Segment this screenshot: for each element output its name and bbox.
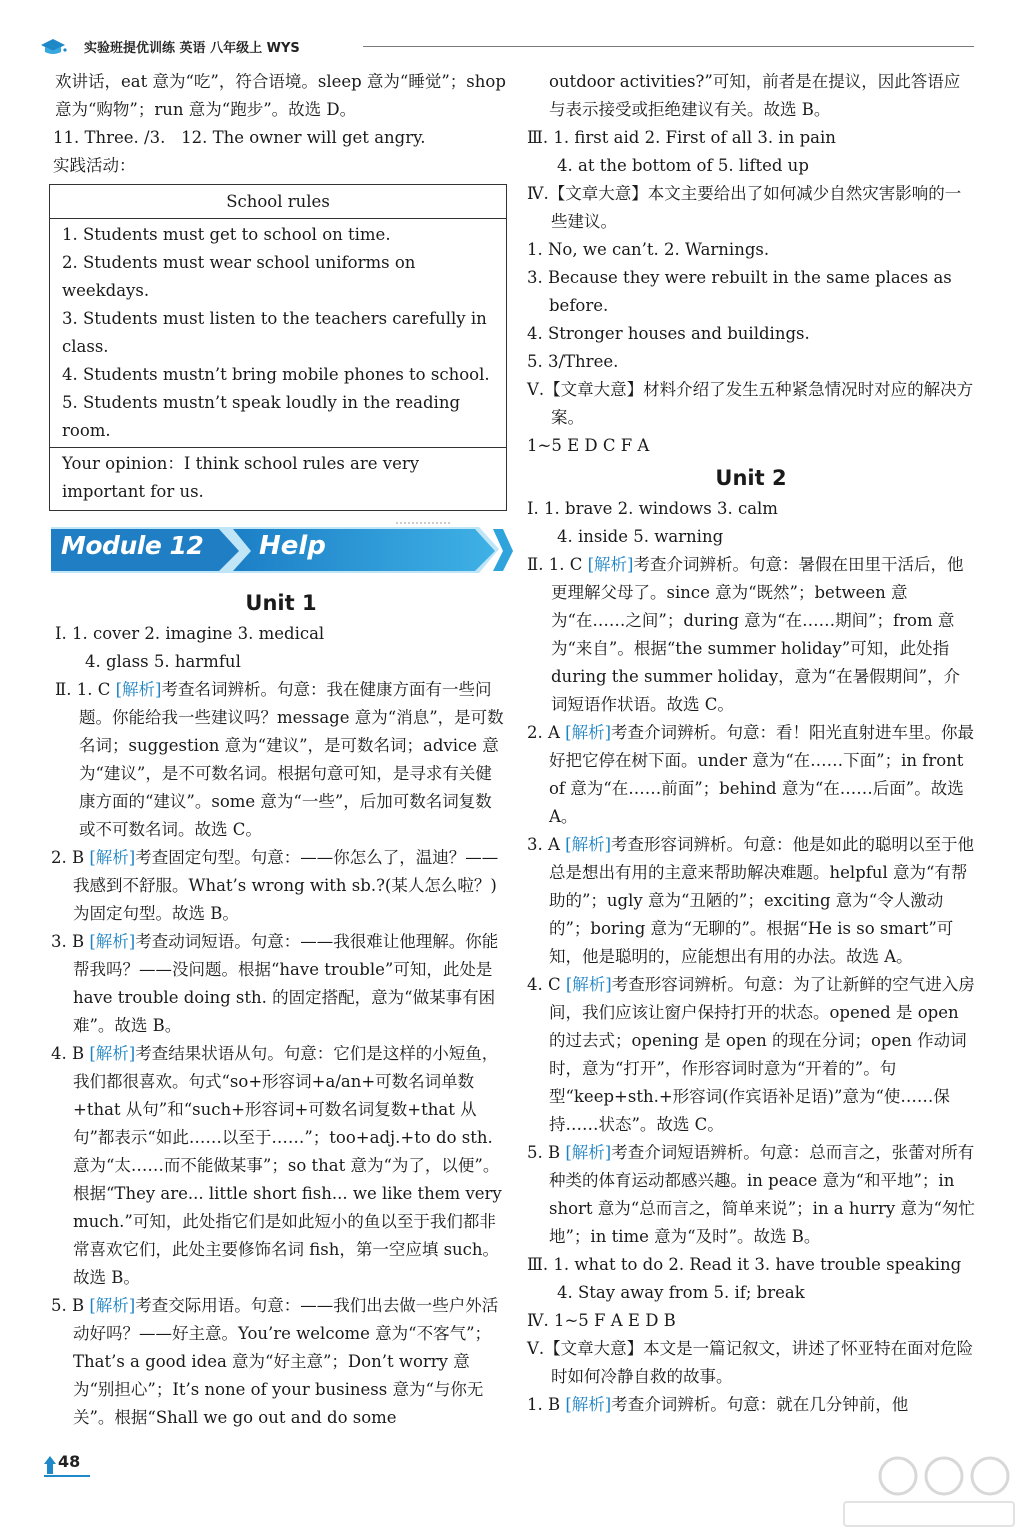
u1-section-4-answer: 3. Because they were rebuilt in the same places as before. (527, 268, 952, 315)
u2-section-1-line2: 4. inside 5. warning (557, 527, 724, 546)
u2-answer-3: 3. A [解析]考查形容词辨析。句意：他是如此的聪明以至于他总是想出有用的主意来帮助解决难题。helpful 意为“有帮助的”；ugly 意为“丑陋的”；exciting 意为“令人激动的”；boring 意为“无聊的”。根据“He is so smart”可知，他是聪明的，应能想出有用的办法。故选 A。 (527, 835, 975, 966)
u2-answer-5: 5. B [解析]考查介词短语辨析。句意：总而言之，张蕾对所有种类的体育运动都感兴趣。in peace 意为“和平地”；in short 意为“总而言之，简单来说”；in a hurry 意为“匆忙地”；in time 意为“及时”。故选 B。 (527, 1143, 975, 1246)
school-rules-table (49, 184, 507, 511)
u1-section-4-answer: 1. No, we can’t. 2. Warnings. (527, 240, 770, 259)
module-banner (51, 515, 507, 585)
rule-item: 4. Students mustn’t bring mobile phones to school. (62, 365, 490, 384)
u2-section-5-summary: Ⅴ.【文章大意】本文是一篇记叙文，讲述了怀亚特在面对危险时如何冷静自救的故事。 (527, 1339, 974, 1386)
u2-answer-4: 4. C [解析]考查形容词辨析。句意：为了让新鲜的空气进入房间，我们应该让窗户保持打开的状态。opened 是 open 的过去式；opening 是 open 的现在分词；open 作动词时，意为“打开”，作形容词时意为“开着的”。句型“keep+sth.+形容词(作宾语补足语)”意为“使……保持……状态”。故选 C。 (527, 975, 975, 1134)
u1-answer-5: 5. B [解析]考查交际用语。句意：——我们出去做一些户外活动好吗？——好主意。You’re welcome 意为“不客气”；That’s a good idea 意为“好主意”；Don’t worry 意为“别担心”；It’s none of your business 意为“与你无关”。根据“Shall we go out and do some (51, 1296, 499, 1427)
u1-section-4-answer: 4. Stronger houses and buildings. (527, 324, 810, 343)
u1-section-3: Ⅲ. 1. first aid 2. First of all 3. in pain (527, 128, 836, 147)
page-number: 48 (44, 1452, 94, 1478)
u1-answer-3: 3. B [解析]考查动词短语。句意：——我很难让他理解。你能帮我吗？——没问题。根据“have trouble”可知，此处是 have trouble doing sth. 的固定搭配，意为“做某事有困难”。故选 B。 (51, 932, 499, 1035)
book-logo-icon (38, 36, 68, 56)
rules-title: School rules (50, 185, 506, 219)
rules-opinion: Your opinion：I think school rules are very important for us. (62, 454, 420, 501)
u2-section-3: Ⅲ. 1. what to do 2. Read it 3. have trouble speaking (527, 1255, 962, 1274)
rule-item: 5. Students mustn’t speak loudly in the reading room. (62, 393, 461, 440)
u1-section-1: Ⅰ. 1. cover 2. imagine 3. medical (55, 624, 325, 643)
answer-11-12: 11. Three. /3. 12. The owner will get angry. (53, 128, 426, 147)
rule-item: 3. Students must listen to the teachers carefully in class. (62, 309, 487, 356)
u1-answer-2: 2. B [解析]考查固定句型。句意：——你怎么了，温迪？——我感到不舒服。What’s wrong with sb.?(某人怎么啦？)为固定句型。故选 B。 (51, 848, 499, 923)
rule-item: 1. Students must get to school on time. (62, 225, 391, 244)
u2-section-5-answer-1: 1. B [解析]考查介词辨析。句意：就在几分钟前，他 (527, 1395, 909, 1414)
u1-section-3-line2: 4. at the bottom of 5. lifted up (557, 156, 809, 175)
u2-section-1: Ⅰ. 1. brave 2. windows 3. calm (527, 499, 778, 518)
u2-section-2-answer-1: Ⅱ. 1. C [解析]考查介词辨析。句意：暑假在田里干活后，他更理解父母了。since 意为“既然”；between 意为“在……之间”；during 意为“在……期间”；from 意为“来自”。根据“the summer holiday”可知，此处指 during the summer holiday，意为“在暑假期间”，介词短语作状语。故选 C。 (527, 555, 964, 714)
u2-section-3-line2: 4. Stay away from 5. if; break (557, 1283, 805, 1302)
u1-section-5-answer: 1~5 E D C F A (527, 436, 650, 455)
u1-section-4-summary: Ⅳ.【文章大意】本文主要给出了如何减少自然灾害影响的一些建议。 (527, 184, 962, 231)
u2-answer-2: 2. A [解析]考查介词辨析。句意：看！阳光直射进车里。你最好把它停在树下面。under 意为“在……下面”；in front of 意为“在……前面”；behind 意为“在……后面”。故选 A。 (527, 723, 975, 826)
rules-list (50, 219, 506, 448)
continued-answer-5: outdoor activities?”可知，前者是在提议，因此答语应与表示接受或拒绝建议有关。故选 B。 (549, 72, 961, 119)
u2-section-4: Ⅳ. 1~5 F A E D B (527, 1311, 676, 1330)
left-column (51, 68, 507, 1432)
header-rule (363, 46, 974, 47)
continued-answer: 欢讲话，eat 意为“吃”，符合语境。sleep 意为“睡觉”；shop 意为“购物”；run 意为“跑步”。故选 D。 (55, 72, 506, 119)
practice-label: 实践活动： (53, 156, 136, 175)
header-title: 实验班提优训练 英语 八年级上 WYS (84, 41, 300, 56)
watermark-logo-icon (838, 1452, 1018, 1530)
u1-answer-4: 4. B [解析]考查结果状语从句。句意：它们是这样的小短鱼，我们都很喜欢。句式“so+形容词+a/an+可数名词单数+that 从句”和“such+形容词+可数名词复数+that 从句”都表示“如此……以至于……”；too+adj.+to do sth. 意为“太……而不能做某事”；so that 意为“为了，以便”。根据“They are... little short fish... we like them very much.”可知，此处指它们是如此短小的鱼以至于我们都非常喜欢它们，此处主要修饰名词 fish，第一空应填 such。故选 B。 (51, 1044, 502, 1287)
module-label: Module 12 (61, 531, 204, 560)
u1-section-4-answer: 5. 3/Three. (527, 352, 619, 371)
u1-section-2-answer-1: Ⅱ. 1. C [解析]考查名词辨析。句意：我在健康方面有一些问题。你能给我一些建议吗？message 意为“消息”，是可数名词；suggestion 意为“建议”，是可数名词；advice 意为“建议”，是不可数名词。根据句意可知，是寻求有关健康方面的“建议”。some 意为“一些”，后加可数名词复数或不可数名词。故选 C。 (55, 680, 504, 839)
module-title: Help (259, 531, 326, 561)
u1-section-5-summary: Ⅴ.【文章大意】材料介绍了发生五种紧急情况时对应的解决方案。 (527, 380, 974, 427)
unit-2-heading: Unit 2 (715, 466, 787, 490)
right-column (527, 68, 975, 1419)
rule-item: 2. Students must wear school uniforms on weekdays. (62, 253, 416, 300)
unit-1-heading: Unit 1 (245, 591, 317, 615)
u1-section-1-line2: 4. glass 5. harmful (85, 652, 241, 671)
running-header (38, 36, 974, 58)
